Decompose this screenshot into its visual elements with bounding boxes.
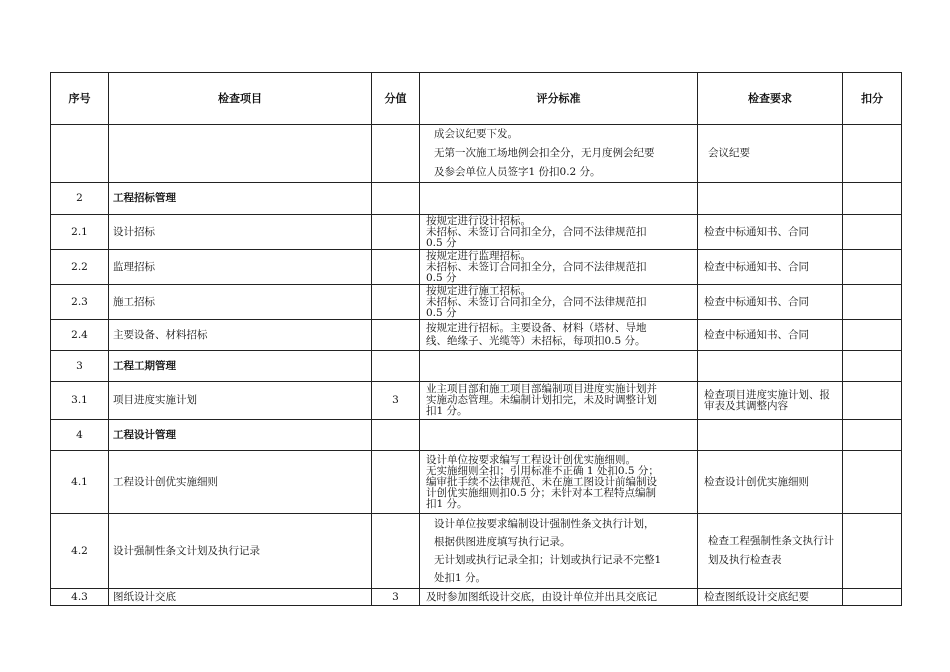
criteria-line: 根据供图进度填写执行记录。 (434, 536, 571, 548)
criteria-line: 实施动态管理。未编制计划扣完，未及时调整计划 (426, 394, 657, 406)
cell-requirement: 检查中标通知书、合同 (698, 285, 843, 320)
cell-no: 4.1 (51, 451, 109, 514)
cell-no: 2.2 (51, 250, 109, 285)
cell-item: 设计强制性条文计划及执行记录 (109, 514, 372, 589)
criteria-line: 编审批手续不法律规范、未在施工图设计前编制设 (426, 475, 657, 488)
cell-item: 监理招标 (109, 250, 372, 285)
cell-no: 2 (51, 183, 109, 215)
cell-no: 2.1 (51, 215, 109, 250)
criteria-line: 无第一次施工场地例会扣全分，无月度例会纪要 (434, 147, 655, 159)
cell-requirement: 检查图纸设计交底纪要 (698, 589, 843, 606)
table-row (51, 285, 902, 320)
table-row (51, 250, 902, 285)
cell-deduction (843, 451, 902, 514)
cell-item: 设计招标 (109, 215, 372, 250)
cell-requirement: 检查中标通知书、合同 (698, 215, 843, 250)
section-title: 工程设计管理 (109, 420, 372, 451)
cell-no: 3.1 (51, 382, 109, 420)
cell-item: 图纸设计交底 (109, 589, 372, 606)
criteria-line: 成会议纪要下发。 (434, 128, 518, 140)
criteria-line: 无实施细则全扣；引用标准不正确 1 处扣0.5 分； (426, 464, 659, 477)
cell-deduction (843, 320, 902, 351)
cell-deduction (843, 351, 902, 382)
cell-score: 3 (372, 589, 420, 606)
cell-requirement (698, 420, 843, 451)
criteria-line: 0.5 分 (426, 271, 457, 284)
criteria-line: 0.5 分 (426, 236, 457, 249)
criteria-line: 设计单位按要求编写工程设计创优实施细则。 (426, 453, 636, 466)
cell-requirement (698, 183, 843, 215)
section-title: 工程工期管理 (109, 351, 372, 382)
criteria-line: 按规定进行施工招标。 (426, 284, 531, 297)
cell-deduction (843, 382, 902, 420)
cell-criteria (420, 420, 698, 451)
criteria-line: 处扣1 分。 (434, 572, 487, 584)
criteria-line: 未招标、未签订合同扣全分，合同不法律规范扣 (426, 295, 647, 308)
cell-criteria (420, 514, 698, 589)
cell-item: 主要设备、材料招标 (109, 320, 372, 351)
criteria-line: 未招标、未签订合同扣全分，合同不法律规范扣 (426, 260, 647, 273)
cell-score: 3 (372, 382, 420, 420)
cell-score (372, 320, 420, 351)
header-item: 检查项目 (109, 73, 372, 125)
header-criteria: 评分标准 (420, 73, 698, 125)
cell-score (372, 285, 420, 320)
cell-no: 2.4 (51, 320, 109, 351)
header-no: 序号 (51, 73, 109, 125)
cell-requirement (698, 351, 843, 382)
cell-deduction (843, 285, 902, 320)
section-row (51, 351, 902, 382)
cell-no: 3 (51, 351, 109, 382)
cell-no (51, 125, 109, 183)
cell-requirement: 检查中标通知书、合同 (698, 320, 843, 351)
cell-item: 项目进度实施计划 (109, 382, 372, 420)
cell-criteria (420, 589, 698, 606)
cell-deduction (843, 420, 902, 451)
criteria-line: 0.5 分 (426, 306, 457, 319)
criteria-line: 线、绝缘子、光缆等）未招标，每项扣0.5 分。 (426, 335, 646, 347)
header-score: 分值 (372, 73, 420, 125)
cell-criteria (420, 451, 698, 514)
cell-requirement: 检查中标通知书、合同 (698, 250, 843, 285)
cell-requirement: 检查设计创优实施细则 (698, 451, 843, 514)
cell-no: 4 (51, 420, 109, 451)
section-row (51, 183, 902, 215)
header-requirement: 检查要求 (698, 73, 843, 125)
criteria-line: 无计划或执行记录全扣；计划或执行记录不完整1 (434, 554, 662, 566)
section-title: 工程招标管理 (109, 183, 372, 215)
inspection-table (50, 72, 902, 606)
cell-requirement: 检查工程强制性条文执行计划及执行检查表 (698, 514, 843, 589)
cell-score (372, 451, 420, 514)
table-row (51, 215, 902, 250)
criteria-line: 未招标、未签订合同扣全分，合同不法律规范扣 (426, 225, 647, 238)
cell-deduction (843, 589, 902, 606)
table-row (51, 125, 902, 183)
cell-criteria (420, 351, 698, 382)
table-row (51, 451, 902, 514)
criteria-line: 业主项目部和施工项目部编制项目进度实施计划并 (426, 383, 657, 395)
cell-no: 4.2 (51, 514, 109, 589)
table-row (51, 382, 902, 420)
cell-criteria (420, 250, 698, 285)
criteria-line: 及参会单位人员签字1 份扣0.2 分。 (434, 166, 601, 178)
cell-criteria (420, 382, 698, 420)
cell-deduction (843, 215, 902, 250)
criteria-line: 及时参加图纸设计交底，由设计单位并出具交底记 (426, 591, 657, 603)
criteria-line: 计创优实施细则扣0.5 分；未针对本工程特点编制 (426, 486, 657, 499)
cell-criteria (420, 285, 698, 320)
cell-item: 施工招标 (109, 285, 372, 320)
cell-criteria (420, 215, 698, 250)
table-row (51, 514, 902, 589)
cell-criteria (420, 183, 698, 215)
criteria-line: 扣1 分。 (426, 405, 468, 417)
cell-deduction (843, 125, 902, 183)
cell-score (372, 351, 420, 382)
cell-deduction (843, 183, 902, 215)
criteria-line: 按规定进行设计招标。 (426, 214, 531, 227)
section-row (51, 420, 902, 451)
cell-score (372, 250, 420, 285)
cell-deduction (843, 250, 902, 285)
cell-item (109, 125, 372, 183)
header-deduction: 扣分 (843, 73, 902, 125)
cell-criteria (420, 320, 698, 351)
criteria-line: 按规定进行招标。主要设备、材料（塔材、导地 (426, 322, 647, 334)
cell-score (372, 215, 420, 250)
cell-item: 工程设计创优实施细则 (109, 451, 372, 514)
cell-requirement: 会议纪要 (698, 125, 843, 183)
cell-no: 4.3 (51, 589, 109, 606)
header-row (51, 73, 902, 125)
cell-score (372, 125, 420, 183)
cell-requirement: 检查项目进度实施计划、报审表及其调整内容 (698, 382, 843, 420)
table-row (51, 589, 902, 606)
criteria-line: 按规定进行监理招标。 (426, 249, 531, 262)
criteria-line: 设计单位按要求编制设计强制性条文执行计划， (434, 518, 655, 530)
cell-no: 2.3 (51, 285, 109, 320)
table-row (51, 320, 902, 351)
cell-criteria (420, 125, 698, 183)
cell-score (372, 514, 420, 589)
cell-score (372, 183, 420, 215)
cell-deduction (843, 514, 902, 589)
criteria-line: 扣1 分。 (426, 497, 468, 510)
cell-score (372, 420, 420, 451)
